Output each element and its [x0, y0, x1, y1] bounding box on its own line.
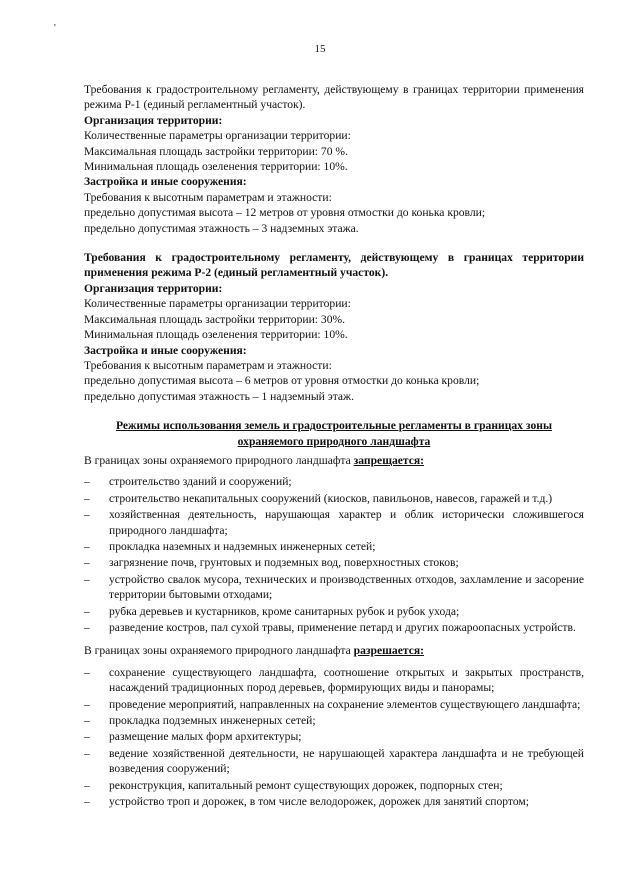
zone-heading-line: Режимы использования земель и градостроительные регламенты в границах зоны: [115, 419, 553, 433]
section-r2-build-line: предельно допустимая высота – 6 метров от уровня отмостки до конька кровли;: [84, 374, 480, 388]
section-r1-build-line: предельно допустимая этажность – 3 надземных этажа.: [84, 221, 359, 235]
section-r2-title: Требования к градостроительному регламенту, действующему в границах территории применения режима Р-2 (единый регламентный участок).: [84, 251, 584, 280]
forbidden-intro-text: В границах зоны охраняемого природного ландшафта: [84, 453, 354, 467]
section-r1-build-heading: Застройка и иные сооружения:: [84, 175, 247, 189]
corner-mark: ': [54, 23, 56, 34]
section-r1-org-line: Максимальная площадь застройки территории: 70 %.: [84, 144, 348, 158]
section-r1: [84, 82, 584, 236]
forbidden-list: [84, 474, 584, 635]
section-r2-org-line: Минимальная площадь озеленения территории: 10%.: [84, 328, 348, 342]
section-r2: [84, 250, 584, 404]
section-r2-org-heading: Организация территории:: [84, 281, 223, 295]
page-number: 15: [314, 43, 326, 55]
allowed-intro: [84, 643, 584, 658]
list-item: – реконструкция, капитальный ремонт существующих дорожек, подпорных стен;: [84, 778, 503, 792]
list-item: – строительство зданий и сооружений;: [84, 475, 292, 489]
list-item: – размещение малых форм архитектуры;: [84, 730, 302, 744]
list-item: – сохранение существующего ландшафта, соотношение открытых и закрытых пространств, насаждений традиционных пород деревьев, формирующих виды и панорамы;: [84, 665, 584, 695]
allowed-intro-text: В границах зоны охраняемого природного ландшафта: [84, 644, 354, 658]
allowed-keyword: разрешается:: [353, 644, 424, 658]
forbidden-intro: [84, 453, 584, 468]
zone-heading-line: охраняемого природного ландшафта: [237, 434, 431, 448]
section-r1-build-line: предельно допустимая высота – 12 метров от уровня отмостки до конька кровли;: [84, 206, 486, 220]
section-r2-org-line: Количественные параметры организации территории:: [84, 297, 351, 311]
list-item: – устройство свалок мусора, технических и производственных отходов, захламление и засорение территории бытовыми отходами;: [84, 572, 584, 602]
list-item: – прокладка подземных инженерных сетей;: [84, 714, 316, 728]
list-item: – рубка деревьев и кустарников, кроме санитарных рубок и рубок ухода;: [84, 604, 460, 618]
list-item: – ведение хозяйственной деятельности, не нарушающей характера ландшафта и не требующей возведения сооружений;: [84, 746, 584, 776]
section-r2-build-line: Требования к высотным параметрам и этажности:: [84, 358, 332, 372]
page-content: [84, 82, 584, 810]
section-r2-org-line: Максимальная площадь застройки территории: 30%.: [84, 312, 346, 326]
list-item: – строительство некапитальных сооружений (киосков, павильонов, навесов, гаражей и т.д.): [84, 491, 553, 505]
section-r1-org-heading: Организация территории:: [84, 113, 223, 127]
section-r1-build-line: Требования к высотным параметрам и этажности:: [84, 190, 332, 204]
zone-heading: [84, 418, 584, 449]
section-r2-build-line: предельно допустимая этажность – 1 надземный этаж.: [84, 389, 354, 403]
list-item: – проведение мероприятий, направленных на сохранение элементов существующего ландшафта;: [84, 697, 581, 711]
section-r2-build-heading: Застройка и иные сооружения:: [84, 343, 247, 357]
list-item: – разведение костров, пал сухой травы, применение петард и других пожароопасных устройств.: [84, 621, 576, 634]
allowed-list: [84, 665, 584, 810]
section-r1-org-line: Минимальная площадь озеленения территории: 10%.: [84, 160, 348, 174]
section-r1-org-line: Количественные параметры организации территории:: [84, 129, 351, 143]
forbidden-keyword: запрещается:: [353, 453, 425, 467]
list-item: – хозяйственная деятельность, нарушающая характер и облик исторически сложившегося природного ландшафта;: [84, 508, 584, 537]
list-item: – устройство троп и дорожек, в том числе велодорожек, дорожек для занятий спортом;: [84, 795, 529, 809]
section-r1-title: Требования к градостроительному регламенту, действующему в границах территории применения режима Р-1 (единый регламентный участок).: [84, 83, 584, 112]
list-item: – загрязнение почв, грунтовых и подземных вод, поверхностных стоков;: [84, 556, 459, 570]
list-item: – прокладка наземных и надземных инженерных сетей;: [84, 539, 376, 553]
